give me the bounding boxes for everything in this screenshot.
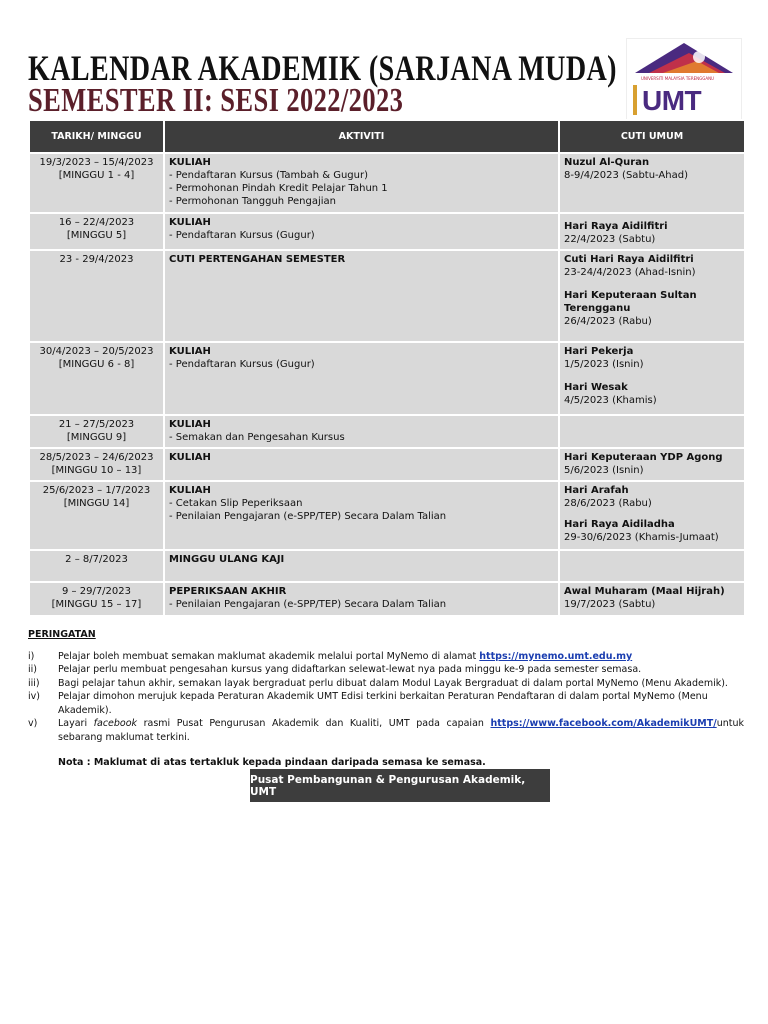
note-item: i) Pelajar boleh membuat semakan maklumat akademik melalui portal MyNemo di alamat https://mynemo.umt.edu.my (28, 650, 633, 662)
table-header-row (29, 120, 745, 153)
cell-tarikh: 16 – 22/4/2023 [MINGGU 5] (29, 213, 164, 250)
cell-cuti: Hari Arafah 28/6/2023 (Rabu) Hari Raya Aidiladha 29-30/6/2023 (Khamis-Jumaat) (559, 481, 745, 550)
cell-aktiviti: KULIAH - Semakan dan Pengesahan Kursus (164, 415, 559, 448)
logo-text: UMT (642, 85, 702, 116)
title-line-2: SEMESTER II: SESI 2022/2023 (28, 82, 404, 119)
table-row (29, 415, 745, 448)
note-item: ii) Pelajar perlu membuat pengesahan kursus yang didaftarkan selewat-lewat nya pada minggu ke-9 pada semester semasa. (28, 664, 642, 675)
cell-aktiviti: KULIAH - Pendaftaran Kursus (Gugur) (164, 342, 559, 415)
note-item: iv) Pelajar dimohon merujuk kepada Peraturan Akademik UMT Edisi terkini berkaitan Peraturan Pendaftaran di dalam portal MyNemo (Menu Akademik). (28, 691, 708, 716)
facebook-link[interactable]: https://www.facebook.com/AkademikUMT/ (490, 718, 717, 729)
header-tarikh: TARIKH/ MINGGU (29, 120, 164, 153)
header-cuti: CUTI UMUM (559, 120, 745, 153)
cell-tarikh: 30/4/2023 – 20/5/2023 [MINGGU 6 - 8] (29, 342, 164, 415)
cell-tarikh: 25/6/2023 – 1/7/2023 [MINGGU 14] (29, 481, 164, 550)
cell-aktiviti: KULIAH - Cetakan Slip Peperiksaan - Penilaian Pengajaran (e-SPP/TEP) Secara Dalam Talian (164, 481, 559, 550)
table-row (29, 481, 745, 550)
cell-tarikh: 9 – 29/7/2023 [MINGGU 15 – 17] (29, 582, 164, 616)
footer-label: Pusat Pembangunan & Pengurusan Akademik, UMT (250, 769, 550, 802)
disclaimer-note: Nota : Maklumat di atas tertakluk kepada pindaan daripada semasa ke semasa. (58, 757, 486, 768)
table-row (29, 448, 745, 481)
cell-cuti: Hari Pekerja 1/5/2023 (Isnin) Hari Wesak 4/5/2023 (Khamis) (559, 342, 745, 415)
cell-cuti (559, 550, 745, 582)
notes-heading: PERINGATAN (28, 629, 96, 640)
title-line-1: KALENDAR AKADEMIK (SARJANA MUDA) (28, 48, 617, 88)
cell-aktiviti: CUTI PERTENGAHAN SEMESTER (164, 250, 559, 342)
table-row (29, 550, 745, 582)
calendar-table (28, 119, 746, 617)
table-row (29, 250, 745, 342)
cell-tarikh: 19/3/2023 – 15/4/2023 [MINGGU 1 - 4] (29, 153, 164, 213)
cell-aktiviti: KULIAH (164, 448, 559, 481)
cell-tarikh: 21 – 27/5/2023 [MINGGU 9] (29, 415, 164, 448)
cell-tarikh: 23 - 29/4/2023 (29, 250, 164, 342)
notes-section (28, 628, 744, 770)
logo-subtext: UNIVERSITI MALAYSIA TERENGGANU (641, 76, 714, 81)
umt-emblem-icon (627, 39, 741, 79)
cell-cuti: Hari Keputeraan YDP Agong 5/6/2023 (Isnin) (559, 448, 745, 481)
cell-tarikh: 2 – 8/7/2023 (29, 550, 164, 582)
cell-cuti: Cuti Hari Raya Aidilfitri 23-24/4/2023 (Ahad-Isnin) Hari Keputeraan Sultan Terengganu 26/4/2023 (Rabu) (559, 250, 745, 342)
mynemo-link[interactable]: https://mynemo.umt.edu.my (479, 650, 633, 662)
cell-aktiviti: KULIAH - Pendaftaran Kursus (Gugur) (164, 213, 559, 250)
table-row (29, 582, 745, 616)
table-row (29, 213, 745, 250)
cell-cuti: Nuzul Al-Quran 8-9/4/2023 (Sabtu-Ahad) (559, 153, 745, 213)
table-row (29, 153, 745, 213)
cell-aktiviti: PEPERIKSAAN AKHIR - Penilaian Pengajaran (e-SPP/TEP) Secara Dalam Talian (164, 582, 559, 616)
umt-logo (626, 38, 742, 120)
table-row (29, 342, 745, 415)
cell-cuti: Awal Muharam (Maal Hijrah) 19/7/2023 (Sabtu) (559, 582, 745, 616)
cell-cuti: Hari Raya Aidilfitri 22/4/2023 (Sabtu) (559, 213, 745, 250)
logo-bar (633, 85, 637, 115)
header-aktiviti: AKTIVITI (164, 120, 559, 153)
cell-aktiviti: MINGGU ULANG KAJI (164, 550, 559, 582)
cell-cuti (559, 415, 745, 448)
note-item: v) Layari facebook rasmi Pusat Pengurusan Akademik dan Kualiti, UMT pada capaian https://www.facebook.com/AkademikUMT/untuk sebarang maklumat terkini. (28, 718, 744, 743)
cell-aktiviti: KULIAH - Pendaftaran Kursus (Tambah & Gugur) - Permohonan Pindah Kredit Pelajar Tahun 1 - Permohonan Tangguh Pengajian (164, 153, 559, 213)
cell-tarikh: 28/5/2023 – 24/6/2023 [MINGGU 10 – 13] (29, 448, 164, 481)
note-item: iii) Bagi pelajar tahun akhir, semakan layak bergraduat perlu dibuat dalam Modul Layak Bergraduat di dalam portal MyNemo (Menu Akademik). (28, 677, 728, 689)
